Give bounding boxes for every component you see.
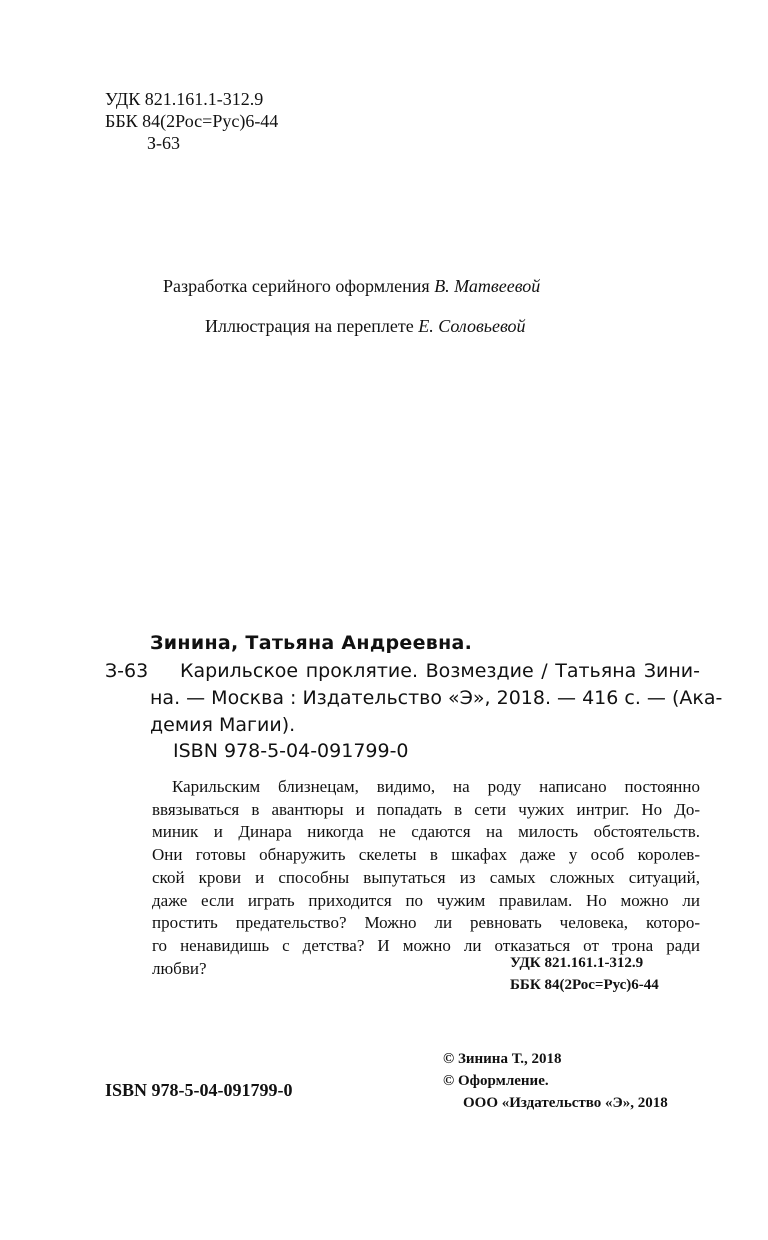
annotation-line: го ненавидишь с детства? И можно ли отказаться от трона ради [152, 935, 700, 955]
copyright-block [443, 1048, 668, 1114]
annotation-line: простить предательство? Можно ли ревновать человека, которо- [152, 913, 700, 933]
copyright-design: © Оформление. [443, 1073, 549, 1089]
series-design-label: Разработка серийного оформления [163, 276, 435, 296]
annotation-line: даже если играть приходится по чужим правилам. Но можно ли [152, 890, 700, 910]
copyright-author: © Зинина Т., 2018 [443, 1051, 562, 1067]
udk-code-bottom: УДК 821.161.1-312.9 [510, 955, 644, 971]
entry-author-mark: З-63 [105, 660, 149, 682]
author-mark: З-63 [147, 133, 181, 153]
series-design-name: В. Матвеевой [434, 276, 541, 296]
description-line: на. — Москва : Издательство «Э», 2018. — 416 с. — (Ака- [150, 687, 723, 709]
annotation-line: ской крови и способны выпутаться из самых сложных ситуаций, [152, 867, 700, 887]
illustration-credit [205, 316, 526, 337]
annotation-line: Они готовы обнаружить скелеты в шкафах даже у особ королев- [152, 845, 700, 865]
copyright-publisher: ООО «Издательство «Э», 2018 [463, 1095, 668, 1111]
isbn-entry: ISBN 978-5-04-091799-0 [173, 740, 409, 762]
description-line: Карильское проклятие. Возмездие / Татьяна Зини- [180, 660, 700, 682]
annotation-line: Карильским близнецам, видимо, на роду написано постоянно [172, 777, 700, 796]
bibliographic-description [150, 658, 723, 739]
series-design-credit [163, 276, 540, 297]
illustration-name: Е. Соловьевой [418, 316, 526, 336]
annotation-line: любви? [152, 958, 207, 978]
description-line: демия Магии). [150, 714, 296, 736]
bbk-code: ББК 84(2Рос=Рус)6-44 [105, 111, 279, 131]
isbn-bottom: ISBN 978-5-04-091799-0 [105, 1080, 293, 1100]
author-heading: Зинина, Татьяна Андреевна. [150, 632, 473, 654]
annotation [152, 776, 700, 980]
bbk-code-bottom: ББК 84(2Рос=Рус)6-44 [510, 977, 659, 993]
classification-codes [105, 88, 278, 154]
annotation-line: ввязываться в авантюры и попадать в сети чужих интриг. Но До- [152, 799, 700, 819]
udk-code: УДК 821.161.1-312.9 [105, 89, 264, 109]
bottom-classification-codes [510, 952, 659, 996]
illustration-label: Иллюстрация на переплете [205, 316, 419, 336]
annotation-line: миник и Динара никогда не сдаются на милость обстоятельств. [152, 822, 700, 842]
